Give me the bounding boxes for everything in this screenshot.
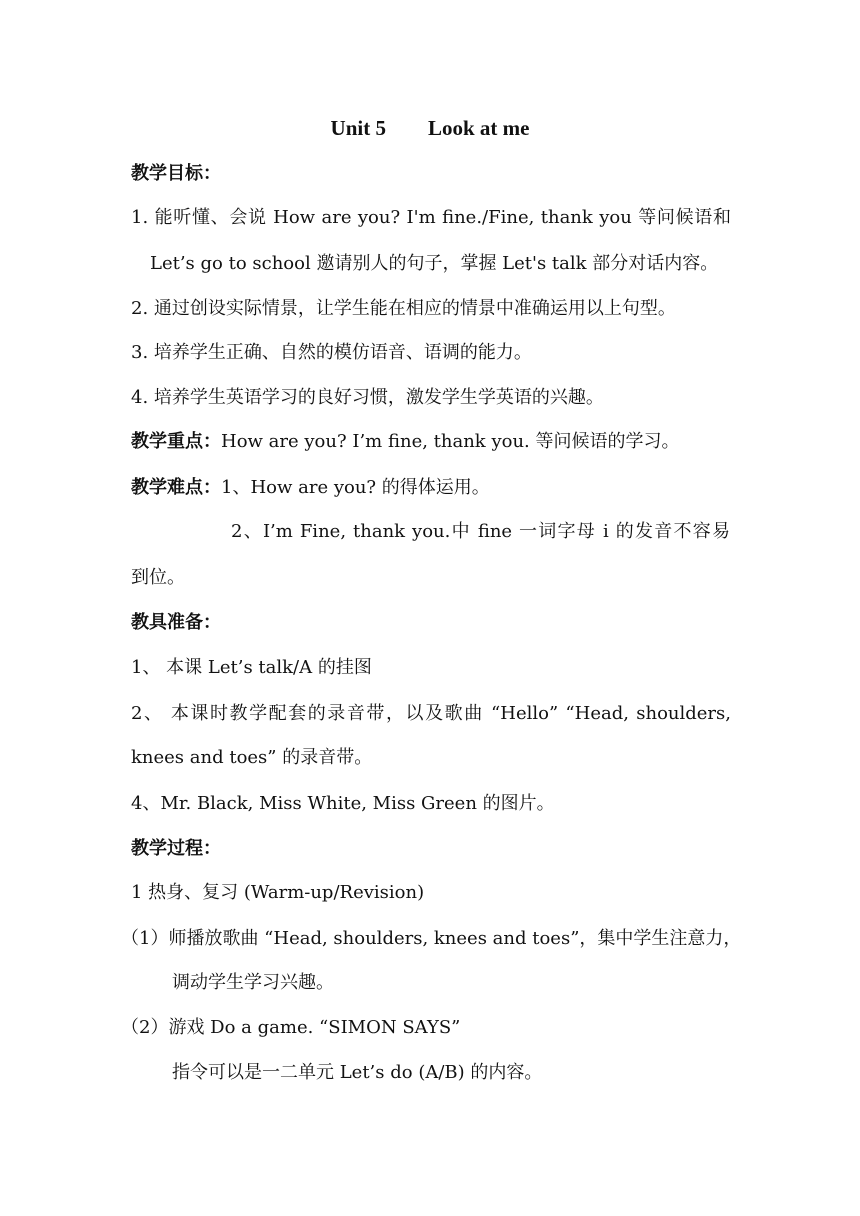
process-item-1-1: （1）师播放歌曲 “Head, shoulders, knees and toes”，集中学生注意力，	[121, 928, 742, 949]
materials-item-2-cont: knees and toes” 的录音带。	[131, 747, 373, 768]
materials-heading: 教具准备：	[131, 612, 221, 633]
difficulties-line-3: 到位。	[131, 567, 185, 588]
objective-item-3: 3. 培养学生正确、自然的模仿语音、语调的能力。	[131, 342, 532, 363]
difficulties-row	[131, 477, 731, 499]
key-points-row	[131, 431, 731, 453]
difficulties-label: 教学难点：	[131, 477, 221, 498]
key-points-text: How are you? I’m fine, thank you. 等问候语的学习。	[221, 431, 680, 452]
process-item-1-2: （2）游戏 Do a game. “SIMON SAYS”	[121, 1017, 461, 1038]
objective-item-1: 1. 能听懂、会说 How are you? I'm fine./Fine, thank you 等问候语和	[131, 207, 731, 228]
objectives-heading: 教学目标：	[131, 163, 221, 184]
objective-item-4: 4. 培养学生英语学习的良好习惯，激发学生学英语的兴趣。	[131, 387, 604, 408]
process-heading: 教学过程：	[131, 838, 221, 859]
process-item-1: 1 热身、复习 (Warm-up/Revision)	[131, 882, 425, 903]
process-item-1-2-cont: 指令可以是一二单元 Let’s do (A/B) 的内容。	[172, 1062, 543, 1083]
key-points-label: 教学重点：	[131, 431, 221, 452]
materials-item-4: 4、Mr. Black, Miss White, Miss Green 的图片。	[131, 793, 555, 814]
difficulties-line-1: 1、How are you? 的得体运用。	[221, 477, 490, 498]
page-title: Unit 5 Look at me	[330, 116, 530, 140]
process-item-1-1-cont: 调动学生学习兴趣。	[172, 972, 334, 993]
objective-item-1-cont: Let’s go to school 邀请别人的句子，掌握 Let's talk 部分对话内容。	[150, 253, 719, 274]
materials-item-2: 2、 本课时教学配套的录音带，以及歌曲 “Hello” “Head, shoulders,	[131, 703, 731, 724]
objective-item-2: 2. 通过创设实际情景，让学生能在相应的情景中准确运用以上句型。	[131, 298, 676, 319]
difficulties-line-2: 2、I’m Fine, thank you.中 fine 一词字母 i 的发音不容易	[231, 521, 730, 542]
materials-item-1: 1、 本课 Let’s talk/A 的挂图	[131, 657, 372, 678]
